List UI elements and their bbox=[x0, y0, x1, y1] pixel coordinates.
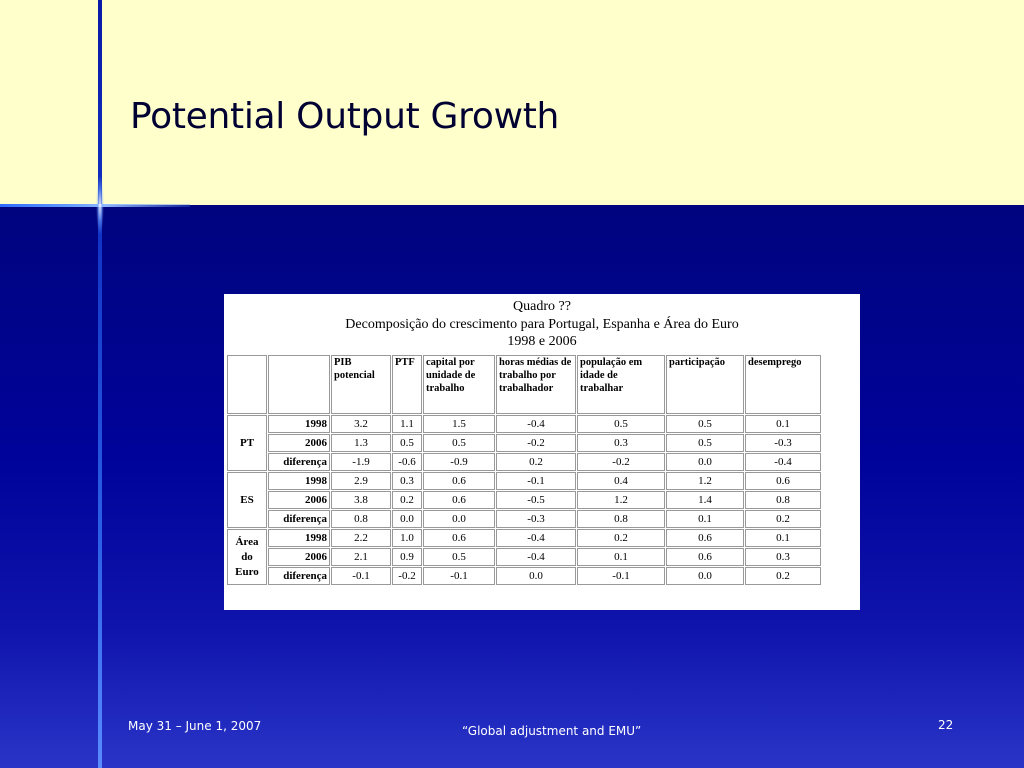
value-cell: 0.6 bbox=[745, 472, 821, 490]
value-cell: 0.0 bbox=[496, 567, 576, 585]
header-row bbox=[227, 355, 821, 414]
caption-line-3: 1998 e 2006 bbox=[507, 334, 577, 349]
value-cell: -0.4 bbox=[745, 453, 821, 471]
table-row bbox=[227, 472, 821, 490]
value-cell: 0.5 bbox=[392, 434, 422, 452]
row-label: 2006 bbox=[268, 434, 330, 452]
value-cell: -0.1 bbox=[331, 567, 391, 585]
value-cell: -0.1 bbox=[496, 472, 576, 490]
value-cell: 0.2 bbox=[745, 510, 821, 528]
table-row bbox=[227, 415, 821, 433]
value-cell: 0.5 bbox=[577, 415, 665, 433]
value-cell: 0.3 bbox=[392, 472, 422, 490]
table-row bbox=[227, 491, 821, 509]
growth-decomposition-table bbox=[226, 354, 822, 586]
value-cell: 0.6 bbox=[666, 529, 744, 547]
table-row bbox=[227, 453, 821, 471]
row-label: diferença bbox=[268, 510, 330, 528]
value-cell: 0.5 bbox=[423, 548, 495, 566]
value-cell: -0.3 bbox=[496, 510, 576, 528]
value-cell: 0.6 bbox=[666, 548, 744, 566]
value-cell: 0.5 bbox=[423, 434, 495, 452]
slide-title: Potential Output Growth bbox=[130, 96, 560, 137]
row-label: 1998 bbox=[268, 415, 330, 433]
value-cell: 0.5 bbox=[666, 434, 744, 452]
row-label: diferença bbox=[268, 453, 330, 471]
table-row bbox=[227, 529, 821, 547]
value-cell: 0.8 bbox=[331, 510, 391, 528]
value-cell: 0.0 bbox=[423, 510, 495, 528]
table-row bbox=[227, 567, 821, 585]
column-header: horas médias de trabalho por trabalhador bbox=[496, 355, 576, 414]
vertical-accent-line bbox=[98, 0, 102, 768]
footer-title: “Global adjustment and EMU” bbox=[462, 724, 642, 738]
value-cell: 2.9 bbox=[331, 472, 391, 490]
value-cell: 1.3 bbox=[331, 434, 391, 452]
value-cell: -0.4 bbox=[496, 548, 576, 566]
value-cell: 0.0 bbox=[666, 567, 744, 585]
value-cell: -0.2 bbox=[392, 567, 422, 585]
column-header: PIB potencial bbox=[331, 355, 391, 414]
value-cell: 0.8 bbox=[745, 491, 821, 509]
row-label: diferença bbox=[268, 567, 330, 585]
value-cell: 0.3 bbox=[745, 548, 821, 566]
value-cell: 3.2 bbox=[331, 415, 391, 433]
value-cell: -0.3 bbox=[745, 434, 821, 452]
row-label: 1998 bbox=[268, 472, 330, 490]
caption-line-1: Quadro ?? bbox=[513, 299, 571, 314]
value-cell: -0.6 bbox=[392, 453, 422, 471]
header-cell-blank bbox=[227, 355, 267, 414]
value-cell: -0.1 bbox=[423, 567, 495, 585]
value-cell: 0.3 bbox=[577, 434, 665, 452]
footer-date: May 31 – June 1, 2007 bbox=[128, 719, 262, 733]
value-cell: 0.8 bbox=[577, 510, 665, 528]
column-header: PTF bbox=[392, 355, 422, 414]
accent-glow bbox=[96, 175, 104, 235]
value-cell: -0.5 bbox=[496, 491, 576, 509]
value-cell: 0.6 bbox=[423, 472, 495, 490]
value-cell: 1.0 bbox=[392, 529, 422, 547]
value-cell: 0.1 bbox=[577, 548, 665, 566]
value-cell: -0.9 bbox=[423, 453, 495, 471]
value-cell: 0.1 bbox=[745, 415, 821, 433]
header-cell-blank bbox=[268, 355, 330, 414]
value-cell: 1.5 bbox=[423, 415, 495, 433]
page-number: 22 bbox=[938, 718, 954, 732]
table-row bbox=[227, 434, 821, 452]
value-cell: 0.1 bbox=[666, 510, 744, 528]
row-label: 2006 bbox=[268, 491, 330, 509]
value-cell: 0.9 bbox=[392, 548, 422, 566]
column-header: participação bbox=[666, 355, 744, 414]
value-cell: -0.4 bbox=[496, 529, 576, 547]
row-label: 1998 bbox=[268, 529, 330, 547]
value-cell: 0.2 bbox=[496, 453, 576, 471]
value-cell: 0.0 bbox=[666, 453, 744, 471]
table-caption bbox=[224, 298, 860, 351]
value-cell: -0.4 bbox=[496, 415, 576, 433]
value-cell: 1.1 bbox=[392, 415, 422, 433]
value-cell: 0.2 bbox=[392, 491, 422, 509]
column-header: população em idade de trabalhar bbox=[577, 355, 665, 414]
value-cell: 0.4 bbox=[577, 472, 665, 490]
value-cell: 2.2 bbox=[331, 529, 391, 547]
table-panel bbox=[224, 294, 860, 610]
value-cell: 0.5 bbox=[666, 415, 744, 433]
table-row bbox=[227, 548, 821, 566]
value-cell: 0.6 bbox=[423, 491, 495, 509]
value-cell: 0.6 bbox=[423, 529, 495, 547]
value-cell: -0.2 bbox=[496, 434, 576, 452]
value-cell: 0.0 bbox=[392, 510, 422, 528]
value-cell: 1.2 bbox=[666, 472, 744, 490]
table-row bbox=[227, 510, 821, 528]
region-label: ES bbox=[227, 472, 267, 528]
value-cell: 2.1 bbox=[331, 548, 391, 566]
value-cell: -0.2 bbox=[577, 453, 665, 471]
value-cell: 0.2 bbox=[745, 567, 821, 585]
value-cell: 1.4 bbox=[666, 491, 744, 509]
value-cell: -1.9 bbox=[331, 453, 391, 471]
value-cell: 0.1 bbox=[745, 529, 821, 547]
value-cell: 1.2 bbox=[577, 491, 665, 509]
value-cell: 3.8 bbox=[331, 491, 391, 509]
row-label: 2006 bbox=[268, 548, 330, 566]
column-header: capital por unidade de trabalho bbox=[423, 355, 495, 414]
region-label: PT bbox=[227, 415, 267, 471]
value-cell: -0.1 bbox=[577, 567, 665, 585]
horizontal-accent-line bbox=[0, 204, 190, 207]
column-header: desemprego bbox=[745, 355, 821, 414]
region-label: Área do Euro bbox=[227, 529, 267, 585]
value-cell: 0.2 bbox=[577, 529, 665, 547]
caption-line-2: Decomposição do crescimento para Portugal, Espanha e Área do Euro bbox=[345, 316, 739, 332]
